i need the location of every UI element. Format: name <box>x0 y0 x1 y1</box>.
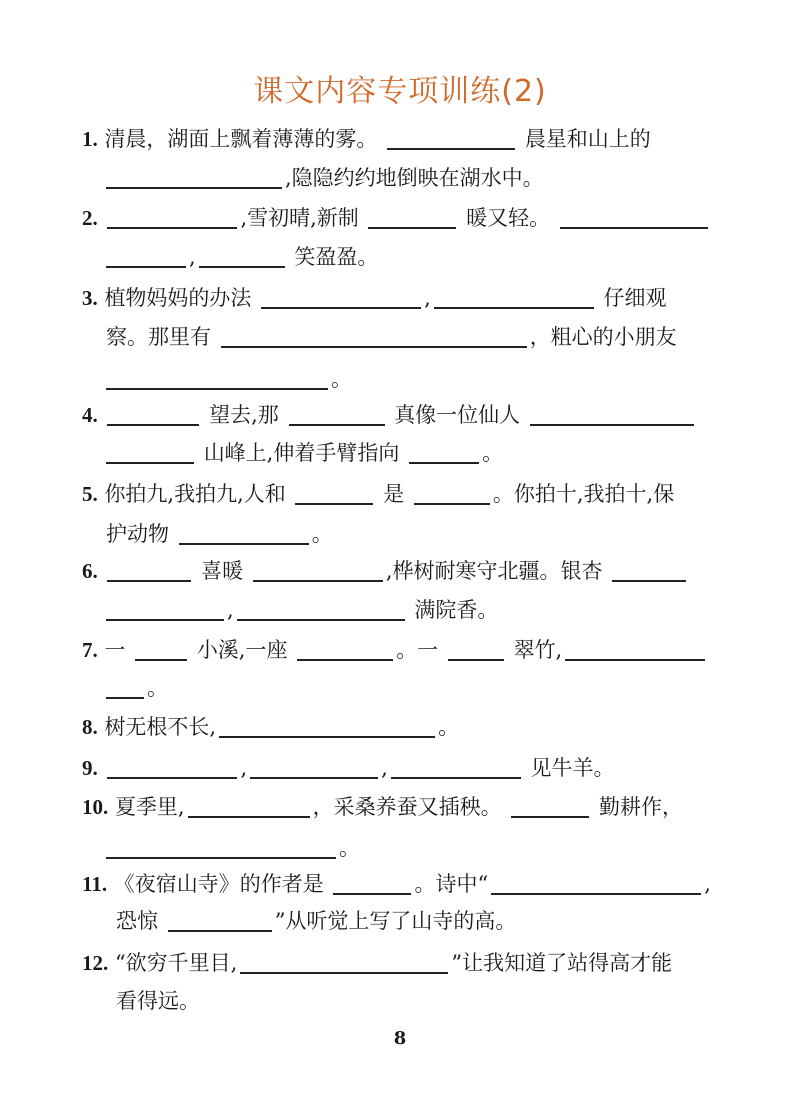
answer-blank[interactable] <box>448 659 504 661</box>
question-text: 看得远。 <box>116 989 200 1013</box>
answer-blank[interactable] <box>409 462 479 464</box>
question-text: 。诗中“ <box>414 872 489 896</box>
question-number: 9. <box>82 756 98 780</box>
question-text: 护动物 <box>106 522 169 546</box>
question-1-line-2 <box>106 163 544 193</box>
question-text: 一 <box>104 638 126 662</box>
question-text: 喜暖 <box>201 559 244 583</box>
question-text: 你拍九,我拍九,人和 <box>104 482 286 506</box>
question-text: 满院香。 <box>414 598 499 622</box>
question-number: 6. <box>82 559 98 583</box>
question-text: 察。那里有 <box>106 325 211 349</box>
question-2-line-1 <box>82 203 711 233</box>
question-3-line-1 <box>82 283 667 313</box>
question-number: 12. <box>82 951 109 975</box>
question-number: 11. <box>82 872 108 896</box>
answer-blank[interactable] <box>221 346 527 348</box>
question-text: 仔细观 <box>603 286 667 310</box>
question-text: 真像一位仙人 <box>394 403 521 427</box>
question-5-line-2 <box>106 519 333 549</box>
question-number: 5. <box>82 482 98 506</box>
answer-blank[interactable] <box>106 388 328 390</box>
answer-blank[interactable] <box>261 307 421 309</box>
question-12-line-1 <box>82 948 672 978</box>
question-text: 。一 <box>396 638 439 662</box>
question-number: 10. <box>82 795 109 819</box>
question-text: 。 <box>311 522 333 546</box>
answer-blank[interactable] <box>106 462 194 464</box>
answer-blank[interactable] <box>237 619 405 621</box>
question-8-line-1 <box>82 712 459 742</box>
question-text: 。 <box>147 676 168 700</box>
question-text: , <box>381 756 388 780</box>
question-4-line-2 <box>106 438 503 468</box>
question-text: 是 <box>383 482 405 506</box>
question-text: 清晨，湖面上飘着薄薄的雾。 <box>104 127 378 151</box>
question-10-line-1 <box>82 792 683 822</box>
question-5-line-1 <box>82 479 674 509</box>
question-6-line-2 <box>106 595 498 625</box>
answer-blank[interactable] <box>414 503 490 505</box>
question-text: , <box>227 598 234 622</box>
question-text: , <box>240 756 248 780</box>
question-12-line-2 <box>116 986 200 1016</box>
answer-blank[interactable] <box>107 777 237 779</box>
question-text: 望去,那 <box>209 403 279 427</box>
question-10-line-2 <box>106 833 360 863</box>
page-title: 课文内容专项训练(2) <box>253 74 547 109</box>
question-11-line-2 <box>116 906 516 936</box>
answer-blank[interactable] <box>333 893 411 895</box>
answer-blank[interactable] <box>434 307 594 309</box>
answer-blank[interactable] <box>106 857 336 859</box>
question-text: , <box>424 286 431 310</box>
question-text: 暖又轻。 <box>466 206 551 230</box>
answer-blank[interactable] <box>612 580 686 582</box>
answer-blank[interactable] <box>107 424 199 426</box>
answer-blank[interactable] <box>107 227 237 229</box>
answer-blank[interactable] <box>391 777 521 779</box>
question-text: 夏季里, <box>114 795 185 819</box>
question-text: 。 <box>482 441 504 465</box>
question-text: ,隐隐约约地倒映在湖水中。 <box>285 166 544 190</box>
question-9-line-1 <box>82 753 615 783</box>
answer-blank[interactable] <box>135 659 187 661</box>
question-7-line-2 <box>106 673 168 703</box>
question-text: 植物妈妈的办法 <box>104 286 252 310</box>
question-3-line-2 <box>106 322 677 352</box>
question-text: 见牛羊。 <box>530 756 615 780</box>
answer-blank[interactable] <box>530 424 694 426</box>
question-6-line-1 <box>82 556 689 586</box>
answer-blank[interactable] <box>106 187 282 189</box>
page-number: 8 <box>393 1028 407 1049</box>
answer-blank[interactable] <box>106 697 144 699</box>
answer-blank[interactable] <box>491 893 701 895</box>
question-text: 山峰上,伸着手臂指向 <box>203 441 400 465</box>
answer-blank[interactable] <box>368 227 456 229</box>
question-1-line-1 <box>82 124 651 154</box>
question-number: 1. <box>82 127 98 151</box>
answer-blank[interactable] <box>387 148 515 150</box>
question-text: 小溪,一座 <box>196 638 288 662</box>
question-text: 《夜宿山寺》的作者是 <box>113 872 324 896</box>
question-text: 翠竹, <box>513 638 563 662</box>
question-text: ，粗心的小朋友 <box>529 325 677 349</box>
question-number: 4. <box>82 403 98 427</box>
answer-blank[interactable] <box>188 816 310 818</box>
answer-blank[interactable] <box>199 266 285 268</box>
question-7-line-1 <box>82 635 708 665</box>
question-11-line-1 <box>82 869 711 899</box>
answer-blank[interactable] <box>179 543 309 545</box>
question-number: 3. <box>82 286 98 310</box>
answer-blank[interactable] <box>253 580 383 582</box>
question-text: 。 <box>339 836 360 860</box>
question-text: 勤耕作， <box>599 795 683 819</box>
answer-blank[interactable] <box>297 659 393 661</box>
question-text: , <box>704 872 711 896</box>
answer-blank[interactable] <box>511 816 589 818</box>
question-text: 。 <box>331 367 352 391</box>
question-3-line-3 <box>106 364 352 394</box>
question-number: 7. <box>82 638 98 662</box>
question-text: 笑盈盈。 <box>294 245 379 269</box>
question-number: 8. <box>82 715 98 739</box>
question-text: ”让我知道了站得高才能 <box>451 951 673 975</box>
question-4-line-1 <box>82 400 697 430</box>
answer-blank[interactable] <box>295 503 373 505</box>
question-2-line-2 <box>106 242 378 272</box>
question-text: ，采桑养蚕又插秧。 <box>312 795 502 819</box>
answer-blank[interactable] <box>565 659 705 661</box>
question-text: 。你拍十,我拍十,保 <box>492 482 675 506</box>
question-number: 2. <box>82 206 98 230</box>
question-text: , <box>189 245 196 269</box>
question-text: 恐惊 <box>116 909 158 933</box>
answer-blank[interactable] <box>560 227 708 229</box>
answer-blank[interactable] <box>106 266 186 268</box>
answer-blank[interactable] <box>250 777 378 779</box>
question-text: 晨星和山上的 <box>524 127 651 151</box>
answer-blank[interactable] <box>106 619 224 621</box>
question-text: ”从听觉上写了山寺的高。 <box>274 909 517 933</box>
question-text: ,桦树耐寒守北疆。银杏 <box>385 559 603 583</box>
question-text: “欲穷千里目, <box>114 951 238 975</box>
answer-blank[interactable] <box>107 580 191 582</box>
question-text: 。 <box>438 715 460 739</box>
question-text: 树无根不长, <box>104 715 217 739</box>
question-text: ,雪初晴,新制 <box>240 206 359 230</box>
answer-blank[interactable] <box>289 424 385 426</box>
answer-blank[interactable] <box>168 930 272 932</box>
answer-blank[interactable] <box>240 972 448 974</box>
answer-blank[interactable] <box>219 736 435 738</box>
